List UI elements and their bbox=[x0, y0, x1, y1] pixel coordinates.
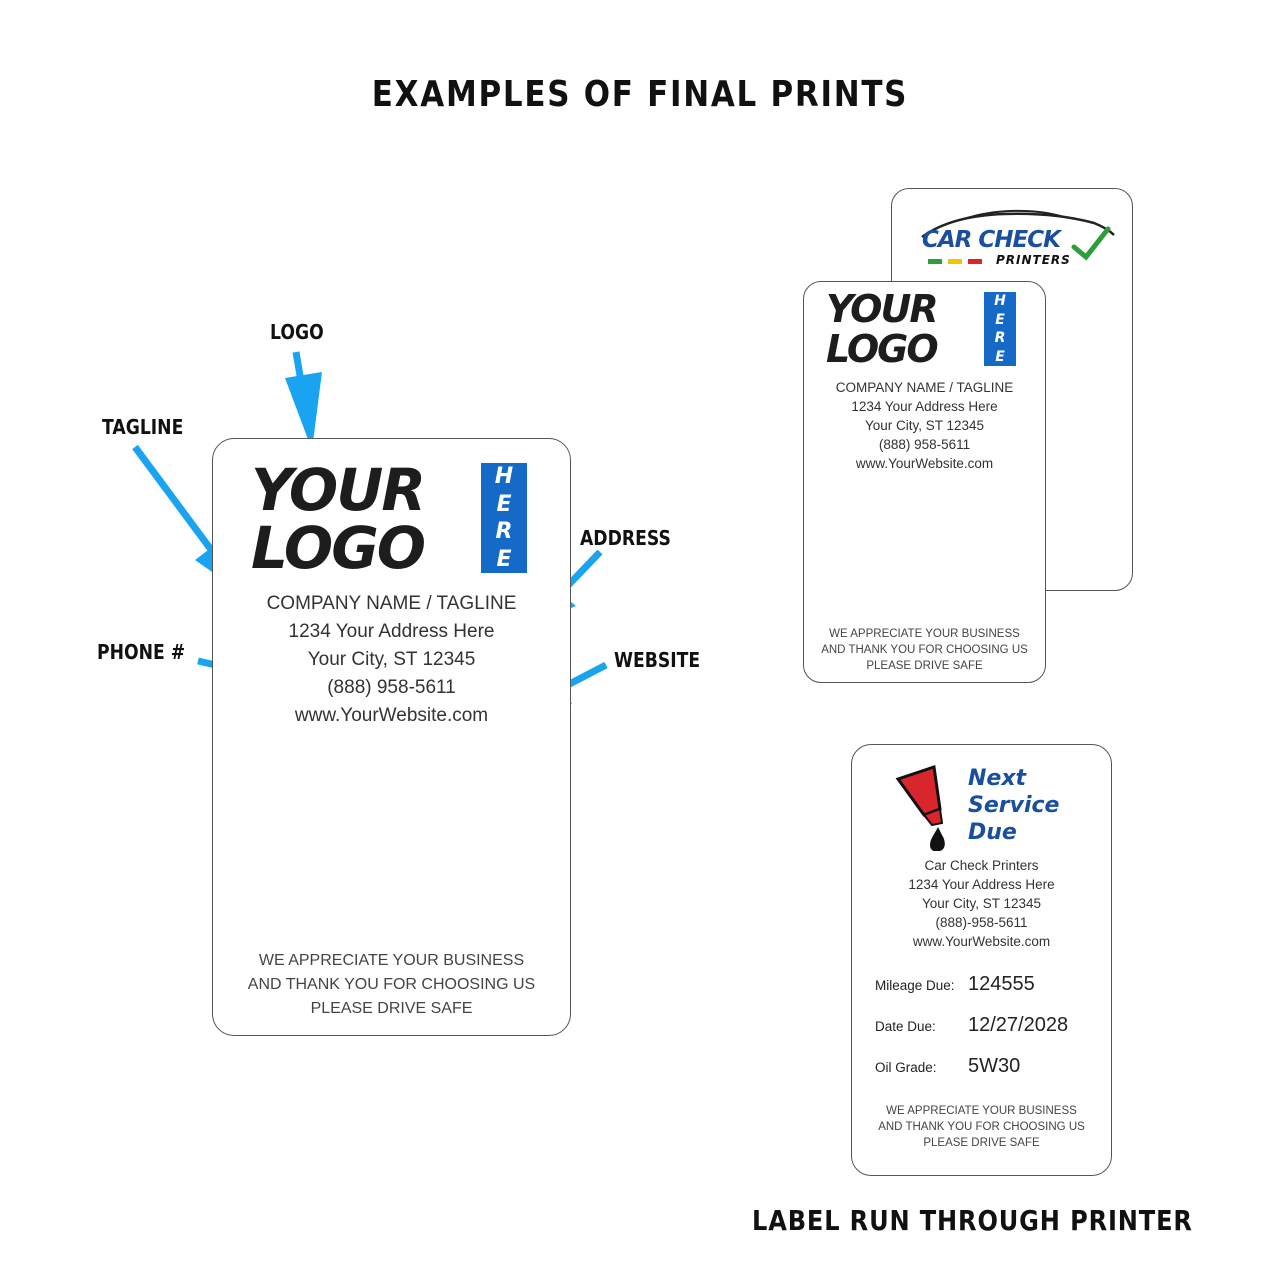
callout-tagline: TAGLINE bbox=[102, 415, 184, 439]
small-template-label bbox=[803, 281, 1046, 683]
logo-text-your: YOUR bbox=[251, 456, 424, 524]
city-line: Your City, ST 12345 bbox=[921, 896, 1042, 911]
logo-here-letter: H bbox=[494, 464, 514, 490]
logo-here-letter: R bbox=[994, 330, 1006, 347]
mileage-due-value: 124555 bbox=[968, 973, 1035, 995]
company-name: Car Check Printers bbox=[924, 858, 1039, 873]
callout-website: WEBSITE bbox=[614, 648, 701, 672]
bottom-caption: LABEL RUN THROUGH PRINTER bbox=[752, 1204, 1193, 1237]
callout-address: ADDRESS bbox=[580, 526, 671, 550]
website-line: www.YourWebsite.com bbox=[912, 934, 1051, 949]
footer-line-3: PLEASE DRIVE SAFE bbox=[923, 1137, 1040, 1149]
callout-phone: PHONE # bbox=[97, 640, 186, 664]
oil-grade-value: 5W30 bbox=[968, 1055, 1021, 1077]
brand-name: CAR CHECK bbox=[922, 227, 1060, 253]
service-heading-line: Next bbox=[968, 766, 1027, 791]
phone-line: (888) 958-5611 bbox=[327, 677, 456, 698]
logo-here-letter: R bbox=[495, 519, 513, 545]
footer-line-1: WE APPRECIATE YOUR BUSINESS bbox=[829, 628, 1020, 640]
arrow-logo bbox=[285, 352, 322, 450]
phone-line: (888)-958-5611 bbox=[935, 915, 1028, 930]
phone-line: (888) 958-5611 bbox=[878, 437, 971, 452]
address-line: 1234 Your Address Here bbox=[908, 877, 1055, 892]
oil-grade-label: Oil Grade: bbox=[875, 1060, 937, 1075]
page-title: EXAMPLES OF FINAL PRINTS bbox=[371, 74, 909, 115]
brand-subtitle: PRINTERS bbox=[996, 253, 1071, 267]
logo-here-box bbox=[984, 292, 1016, 366]
logo-text-your: YOUR bbox=[826, 287, 937, 331]
footer-line-2: AND THANK YOU FOR CHOOSING US bbox=[821, 644, 1028, 656]
logo-here-letter: E bbox=[496, 491, 512, 517]
date-due-value: 12/27/2028 bbox=[968, 1014, 1069, 1036]
website-line: www.YourWebsite.com bbox=[294, 705, 489, 726]
logo-text-logo: LOGO bbox=[826, 327, 937, 371]
city-line: Your City, ST 12345 bbox=[307, 649, 476, 670]
footer-line-3: PLEASE DRIVE SAFE bbox=[310, 1000, 473, 1017]
website-line: www.YourWebsite.com bbox=[855, 456, 994, 471]
logo-here-box bbox=[481, 463, 527, 573]
callout-logo: LOGO bbox=[270, 320, 324, 344]
logo-here-letter: E bbox=[496, 546, 512, 572]
footer-line-2: AND THANK YOU FOR CHOOSING US bbox=[878, 1121, 1085, 1133]
address-line: 1234 Your Address Here bbox=[288, 621, 495, 642]
footer-line-1: WE APPRECIATE YOUR BUSINESS bbox=[258, 952, 525, 969]
company-name: COMPANY NAME / TAGLINE bbox=[835, 380, 1014, 395]
logo-here-letter: E bbox=[995, 311, 1005, 328]
service-heading bbox=[968, 765, 1059, 846]
footer-line-3: PLEASE DRIVE SAFE bbox=[866, 660, 983, 672]
city-line: Your City, ST 12345 bbox=[864, 418, 985, 433]
footer-line-1: WE APPRECIATE YOUR BUSINESS bbox=[886, 1105, 1077, 1117]
logo-here-letter: E bbox=[995, 348, 1005, 365]
service-due-label bbox=[851, 744, 1112, 1176]
date-due-label: Date Due: bbox=[875, 1019, 936, 1034]
address-line: 1234 Your Address Here bbox=[851, 399, 998, 414]
mileage-due-label: Mileage Due: bbox=[875, 978, 955, 993]
logo-here-letter: H bbox=[994, 293, 1006, 310]
service-heading-line: Service bbox=[968, 793, 1060, 818]
template-label bbox=[212, 438, 571, 1036]
company-name: COMPANY NAME / TAGLINE bbox=[266, 593, 517, 614]
service-heading-line: Due bbox=[968, 820, 1017, 845]
footer-line-2: AND THANK YOU FOR CHOOSING US bbox=[247, 976, 536, 993]
logo-text-logo: LOGO bbox=[251, 514, 425, 582]
oil-funnel-icon bbox=[894, 765, 968, 851]
